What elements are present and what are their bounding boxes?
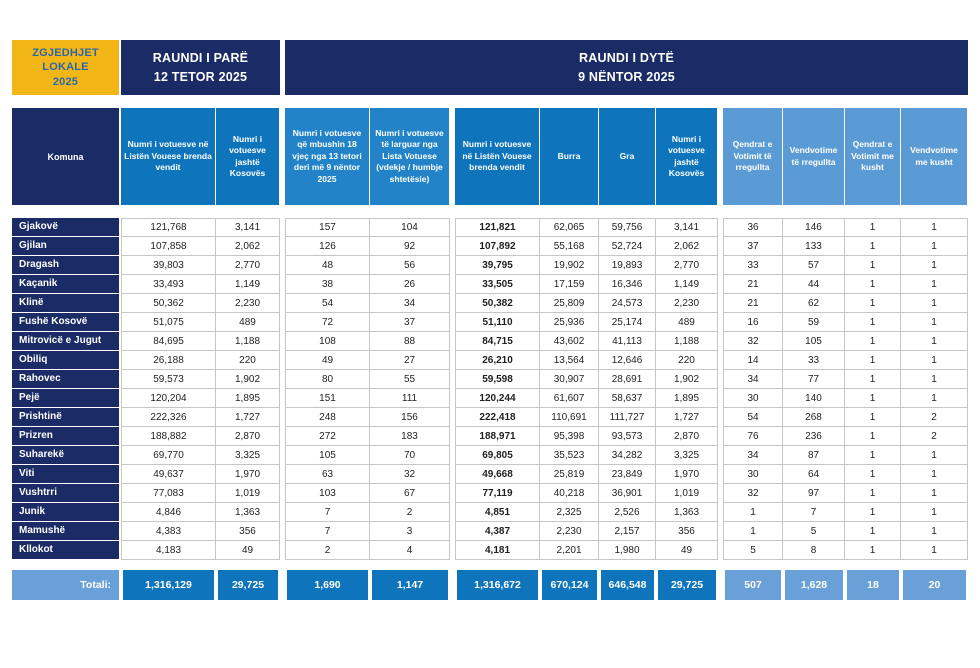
data-cell: 4,383 bbox=[121, 522, 216, 541]
data-cell: 4 bbox=[370, 541, 450, 560]
data-cell: 16 bbox=[723, 313, 783, 332]
column-header: Vendvotime me kusht bbox=[901, 108, 968, 205]
data-cell: 1,188 bbox=[216, 332, 280, 351]
data-cell: 1 bbox=[845, 465, 901, 484]
data-cell: 1 bbox=[845, 389, 901, 408]
data-cell: 51,110 bbox=[455, 313, 540, 332]
data-cell: 1,188 bbox=[656, 332, 718, 351]
data-cell: 70 bbox=[370, 446, 450, 465]
data-cell: 1 bbox=[845, 332, 901, 351]
data-cell: 1 bbox=[901, 218, 968, 237]
data-cell: 7 bbox=[783, 503, 845, 522]
data-cell: 36 bbox=[723, 218, 783, 237]
data-cell: 1 bbox=[901, 522, 968, 541]
data-cell: 105 bbox=[285, 446, 370, 465]
data-cell: 54 bbox=[723, 408, 783, 427]
data-cell: 121,768 bbox=[121, 218, 216, 237]
total-cell: 20 bbox=[901, 570, 968, 600]
data-cell: 77,119 bbox=[455, 484, 540, 503]
data-cell: 1 bbox=[845, 541, 901, 560]
data-cell: 26,210 bbox=[455, 351, 540, 370]
column-header: Numri i votuesve në Listën Vouese brenda vendit bbox=[455, 108, 540, 205]
data-cell: 28,691 bbox=[599, 370, 656, 389]
badge-line-2: LOKALE bbox=[42, 61, 89, 74]
data-cell: 1 bbox=[901, 465, 968, 484]
data-cell: 84,695 bbox=[121, 332, 216, 351]
data-cell: 120,204 bbox=[121, 389, 216, 408]
data-cell: 77 bbox=[783, 370, 845, 389]
data-cell: 92 bbox=[370, 237, 450, 256]
column-header-komuna: Komuna bbox=[12, 108, 119, 205]
totals-label: Totali: bbox=[12, 570, 119, 600]
data-cell: 69,805 bbox=[455, 446, 540, 465]
data-cell: 25,936 bbox=[540, 313, 599, 332]
data-cell: 146 bbox=[783, 218, 845, 237]
column-headers bbox=[12, 108, 968, 205]
badge-line-1: ZGJEDHJET bbox=[32, 47, 99, 60]
data-cell: 19,902 bbox=[540, 256, 599, 275]
data-cell: 34,282 bbox=[599, 446, 656, 465]
data-cell: 30 bbox=[723, 389, 783, 408]
total-cell: 1,690 bbox=[285, 570, 370, 600]
data-cell: 97 bbox=[783, 484, 845, 503]
data-cell: 16,346 bbox=[599, 275, 656, 294]
data-cell: 1 bbox=[845, 351, 901, 370]
total-cell: 18 bbox=[845, 570, 901, 600]
data-cell: 1,363 bbox=[656, 503, 718, 522]
data-cell: 157 bbox=[285, 218, 370, 237]
data-cell: 236 bbox=[783, 427, 845, 446]
data-cell: 58,637 bbox=[599, 389, 656, 408]
data-cell: 2,325 bbox=[540, 503, 599, 522]
data-cell: 48 bbox=[285, 256, 370, 275]
data-cell: 23,849 bbox=[599, 465, 656, 484]
data-cell: 489 bbox=[216, 313, 280, 332]
data-cell: 43,602 bbox=[540, 332, 599, 351]
data-cell: 67 bbox=[370, 484, 450, 503]
row-label: Gjilan bbox=[12, 237, 119, 256]
data-cell: 63 bbox=[285, 465, 370, 484]
column-header: Vendvotime të rregullta bbox=[783, 108, 845, 205]
data-cell: 3,141 bbox=[656, 218, 718, 237]
data-cell: 25,174 bbox=[599, 313, 656, 332]
data-cell: 4,846 bbox=[121, 503, 216, 522]
data-cell: 272 bbox=[285, 427, 370, 446]
data-cell: 19,893 bbox=[599, 256, 656, 275]
data-cell: 25,819 bbox=[540, 465, 599, 484]
data-cell: 95,398 bbox=[540, 427, 599, 446]
data-cell: 1,019 bbox=[656, 484, 718, 503]
data-cell: 33 bbox=[723, 256, 783, 275]
data-cell: 33,493 bbox=[121, 275, 216, 294]
data-cell: 32 bbox=[723, 332, 783, 351]
row-label: Mitrovicë e Jugut bbox=[12, 332, 119, 351]
election-results-page bbox=[12, 40, 968, 600]
data-cell: 37 bbox=[723, 237, 783, 256]
data-cell: 61,607 bbox=[540, 389, 599, 408]
data-cell: 1,980 bbox=[599, 541, 656, 560]
data-cell: 2,770 bbox=[656, 256, 718, 275]
election-badge bbox=[12, 40, 119, 95]
data-cell: 35,523 bbox=[540, 446, 599, 465]
total-cell: 646,548 bbox=[599, 570, 656, 600]
data-cell: 1 bbox=[901, 370, 968, 389]
data-cell: 59 bbox=[783, 313, 845, 332]
data-cell: 57 bbox=[783, 256, 845, 275]
data-cell: 55,168 bbox=[540, 237, 599, 256]
data-cell: 1 bbox=[901, 351, 968, 370]
data-cell: 7 bbox=[285, 522, 370, 541]
data-cell: 2,062 bbox=[216, 237, 280, 256]
data-cell: 2 bbox=[901, 408, 968, 427]
data-cell: 4,183 bbox=[121, 541, 216, 560]
data-cell: 1 bbox=[901, 294, 968, 313]
round2-date: 9 NËNTOR 2025 bbox=[578, 69, 675, 84]
round2-header bbox=[285, 40, 968, 95]
data-cell: 56 bbox=[370, 256, 450, 275]
row-label: Kllokot bbox=[12, 541, 119, 560]
row-label: Suharekë bbox=[12, 446, 119, 465]
total-cell: 1,316,672 bbox=[455, 570, 540, 600]
data-cell: 1 bbox=[845, 370, 901, 389]
column-header: Numri i votuesve të larguar nga Lista Votuese (vdekje / humbje shtetësie) bbox=[370, 108, 450, 205]
data-cell: 1 bbox=[901, 275, 968, 294]
total-cell: 29,725 bbox=[216, 570, 280, 600]
data-cell: 2,157 bbox=[599, 522, 656, 541]
column-header: Numri i votuesve në Listën Vouese brenda vendit bbox=[121, 108, 216, 205]
data-cell: 3,325 bbox=[216, 446, 280, 465]
row-label: Kaçanik bbox=[12, 275, 119, 294]
data-cell: 3,141 bbox=[216, 218, 280, 237]
data-cell: 33 bbox=[783, 351, 845, 370]
data-cell: 13,564 bbox=[540, 351, 599, 370]
data-cell: 2,526 bbox=[599, 503, 656, 522]
data-cell: 2 bbox=[901, 427, 968, 446]
data-cell: 220 bbox=[216, 351, 280, 370]
column-header: Numri i votuesve që mbushin 18 vjeç nga 13 tetori deri më 9 nëntor 2025 bbox=[285, 108, 370, 205]
data-cell: 489 bbox=[656, 313, 718, 332]
data-cell: 1,149 bbox=[656, 275, 718, 294]
data-cell: 59,598 bbox=[455, 370, 540, 389]
data-cell: 356 bbox=[656, 522, 718, 541]
data-cell: 38 bbox=[285, 275, 370, 294]
data-cell: 188,971 bbox=[455, 427, 540, 446]
data-cell: 36,901 bbox=[599, 484, 656, 503]
round1-date: 12 TETOR 2025 bbox=[153, 69, 248, 84]
row-label: Prizren bbox=[12, 427, 119, 446]
data-cell: 188,882 bbox=[121, 427, 216, 446]
data-cell: 64 bbox=[783, 465, 845, 484]
data-cell: 1 bbox=[901, 503, 968, 522]
total-cell: 670,124 bbox=[540, 570, 599, 600]
data-cell: 268 bbox=[783, 408, 845, 427]
data-cell: 26 bbox=[370, 275, 450, 294]
data-cell: 121,821 bbox=[455, 218, 540, 237]
data-cell: 34 bbox=[723, 446, 783, 465]
data-cell: 1 bbox=[901, 389, 968, 408]
data-cell: 1 bbox=[845, 294, 901, 313]
data-cell: 1 bbox=[845, 484, 901, 503]
data-cell: 80 bbox=[285, 370, 370, 389]
row-label: Vushtrri bbox=[12, 484, 119, 503]
data-cell: 17,159 bbox=[540, 275, 599, 294]
row-label: Junik bbox=[12, 503, 119, 522]
data-cell: 2,770 bbox=[216, 256, 280, 275]
data-cell: 126 bbox=[285, 237, 370, 256]
data-cell: 84,715 bbox=[455, 332, 540, 351]
data-cell: 2,230 bbox=[216, 294, 280, 313]
data-cell: 1 bbox=[845, 275, 901, 294]
data-cell: 1,902 bbox=[216, 370, 280, 389]
data-cell: 39,803 bbox=[121, 256, 216, 275]
badge-line-3: 2025 bbox=[52, 75, 79, 88]
data-cell: 51,075 bbox=[121, 313, 216, 332]
total-cell: 507 bbox=[723, 570, 783, 600]
data-cell: 87 bbox=[783, 446, 845, 465]
data-cell: 151 bbox=[285, 389, 370, 408]
totals-row bbox=[12, 570, 968, 600]
data-cell: 93,573 bbox=[599, 427, 656, 446]
data-cell: 356 bbox=[216, 522, 280, 541]
row-label: Klinë bbox=[12, 294, 119, 313]
data-cell: 2 bbox=[285, 541, 370, 560]
data-cell: 1,895 bbox=[656, 389, 718, 408]
data-cell: 104 bbox=[370, 218, 450, 237]
data-cell: 1 bbox=[901, 484, 968, 503]
total-cell: 1,316,129 bbox=[121, 570, 216, 600]
data-cell: 4,851 bbox=[455, 503, 540, 522]
data-cell: 76 bbox=[723, 427, 783, 446]
data-cell: 49 bbox=[216, 541, 280, 560]
column-header: Numri i votuesve jashtë Kosovës bbox=[216, 108, 280, 205]
data-cell: 1,019 bbox=[216, 484, 280, 503]
data-cell: 54 bbox=[285, 294, 370, 313]
data-cell: 30 bbox=[723, 465, 783, 484]
data-cell: 37 bbox=[370, 313, 450, 332]
data-cell: 1 bbox=[845, 237, 901, 256]
row-label: Rahovec bbox=[12, 370, 119, 389]
data-cell: 107,858 bbox=[121, 237, 216, 256]
data-cell: 1 bbox=[845, 218, 901, 237]
data-cell: 1 bbox=[845, 522, 901, 541]
data-cell: 34 bbox=[370, 294, 450, 313]
row-label: Prishtinë bbox=[12, 408, 119, 427]
data-cell: 2 bbox=[370, 503, 450, 522]
column-header: Qendrat e Votimit me kusht bbox=[845, 108, 901, 205]
data-cell: 59,573 bbox=[121, 370, 216, 389]
data-cell: 34 bbox=[723, 370, 783, 389]
data-cell: 69,770 bbox=[121, 446, 216, 465]
data-cell: 72 bbox=[285, 313, 370, 332]
data-cell: 248 bbox=[285, 408, 370, 427]
data-cell: 1 bbox=[845, 313, 901, 332]
data-cell: 88 bbox=[370, 332, 450, 351]
data-cell: 14 bbox=[723, 351, 783, 370]
data-cell: 2,201 bbox=[540, 541, 599, 560]
row-label: Viti bbox=[12, 465, 119, 484]
data-cell: 32 bbox=[370, 465, 450, 484]
data-cell: 44 bbox=[783, 275, 845, 294]
data-cell: 5 bbox=[723, 541, 783, 560]
data-cell: 50,382 bbox=[455, 294, 540, 313]
data-cell: 49 bbox=[285, 351, 370, 370]
data-cell: 2,870 bbox=[656, 427, 718, 446]
data-cell: 140 bbox=[783, 389, 845, 408]
data-cell: 55 bbox=[370, 370, 450, 389]
data-cell: 1 bbox=[901, 446, 968, 465]
data-cell: 8 bbox=[783, 541, 845, 560]
data-cell: 62 bbox=[783, 294, 845, 313]
data-cell: 1 bbox=[901, 237, 968, 256]
column-header: Burra bbox=[540, 108, 599, 205]
column-header: Gra bbox=[599, 108, 656, 205]
column-header: Qendrat e Votimit të rregullta bbox=[723, 108, 783, 205]
data-cell: 108 bbox=[285, 332, 370, 351]
data-cell: 62,065 bbox=[540, 218, 599, 237]
data-cell: 2,870 bbox=[216, 427, 280, 446]
data-cell: 26,188 bbox=[121, 351, 216, 370]
data-cell: 30,907 bbox=[540, 370, 599, 389]
data-cell: 107,892 bbox=[455, 237, 540, 256]
data-cell: 222,418 bbox=[455, 408, 540, 427]
data-cell: 24,573 bbox=[599, 294, 656, 313]
round2-title: RAUNDI I DYTË bbox=[579, 51, 674, 66]
data-cell: 120,244 bbox=[455, 389, 540, 408]
table-body bbox=[12, 218, 968, 560]
data-cell: 1 bbox=[723, 522, 783, 541]
data-cell: 1,149 bbox=[216, 275, 280, 294]
data-cell: 49,668 bbox=[455, 465, 540, 484]
data-cell: 1,895 bbox=[216, 389, 280, 408]
data-cell: 2,230 bbox=[540, 522, 599, 541]
data-cell: 25,809 bbox=[540, 294, 599, 313]
data-cell: 21 bbox=[723, 294, 783, 313]
data-cell: 1,727 bbox=[216, 408, 280, 427]
data-cell: 1,902 bbox=[656, 370, 718, 389]
data-cell: 1 bbox=[845, 446, 901, 465]
data-cell: 111,727 bbox=[599, 408, 656, 427]
data-cell: 32 bbox=[723, 484, 783, 503]
data-cell: 3 bbox=[370, 522, 450, 541]
data-cell: 156 bbox=[370, 408, 450, 427]
data-cell: 77,083 bbox=[121, 484, 216, 503]
data-cell: 222,326 bbox=[121, 408, 216, 427]
data-cell: 1 bbox=[901, 332, 968, 351]
data-cell: 5 bbox=[783, 522, 845, 541]
data-cell: 1 bbox=[901, 541, 968, 560]
data-cell: 40,218 bbox=[540, 484, 599, 503]
row-label: Gjakovë bbox=[12, 218, 119, 237]
data-cell: 49,637 bbox=[121, 465, 216, 484]
data-cell: 59,756 bbox=[599, 218, 656, 237]
data-cell: 2,230 bbox=[656, 294, 718, 313]
row-label: Pejë bbox=[12, 389, 119, 408]
data-cell: 1 bbox=[845, 427, 901, 446]
data-cell: 7 bbox=[285, 503, 370, 522]
data-cell: 50,362 bbox=[121, 294, 216, 313]
data-cell: 133 bbox=[783, 237, 845, 256]
data-cell: 39,795 bbox=[455, 256, 540, 275]
total-cell: 29,725 bbox=[656, 570, 718, 600]
data-cell: 1 bbox=[901, 313, 968, 332]
data-cell: 1,727 bbox=[656, 408, 718, 427]
data-cell: 1 bbox=[845, 256, 901, 275]
row-label: Obiliq bbox=[12, 351, 119, 370]
total-cell: 1,147 bbox=[370, 570, 450, 600]
row-label: Dragash bbox=[12, 256, 119, 275]
data-cell: 2,062 bbox=[656, 237, 718, 256]
row-label: Fushë Kosovë bbox=[12, 313, 119, 332]
data-cell: 12,646 bbox=[599, 351, 656, 370]
data-cell: 4,387 bbox=[455, 522, 540, 541]
data-cell: 110,691 bbox=[540, 408, 599, 427]
data-cell: 4,181 bbox=[455, 541, 540, 560]
data-cell: 1,970 bbox=[656, 465, 718, 484]
round1-title: RAUNDI I PARË bbox=[152, 51, 249, 66]
data-cell: 21 bbox=[723, 275, 783, 294]
data-cell: 103 bbox=[285, 484, 370, 503]
data-cell: 1,363 bbox=[216, 503, 280, 522]
data-cell: 1,970 bbox=[216, 465, 280, 484]
data-cell: 3,325 bbox=[656, 446, 718, 465]
row-label: Mamushë bbox=[12, 522, 119, 541]
data-cell: 41,113 bbox=[599, 332, 656, 351]
round1-header bbox=[121, 40, 280, 95]
data-cell: 111 bbox=[370, 389, 450, 408]
data-cell: 1 bbox=[901, 256, 968, 275]
data-cell: 220 bbox=[656, 351, 718, 370]
data-cell: 27 bbox=[370, 351, 450, 370]
data-cell: 52,724 bbox=[599, 237, 656, 256]
title-band bbox=[12, 40, 968, 95]
data-cell: 49 bbox=[656, 541, 718, 560]
total-cell: 1,628 bbox=[783, 570, 845, 600]
data-cell: 183 bbox=[370, 427, 450, 446]
data-cell: 1 bbox=[723, 503, 783, 522]
data-cell: 1 bbox=[845, 503, 901, 522]
data-cell: 1 bbox=[845, 408, 901, 427]
data-cell: 33,505 bbox=[455, 275, 540, 294]
column-header: Numri i votuesve jashtë Kosovës bbox=[656, 108, 718, 205]
data-cell: 105 bbox=[783, 332, 845, 351]
